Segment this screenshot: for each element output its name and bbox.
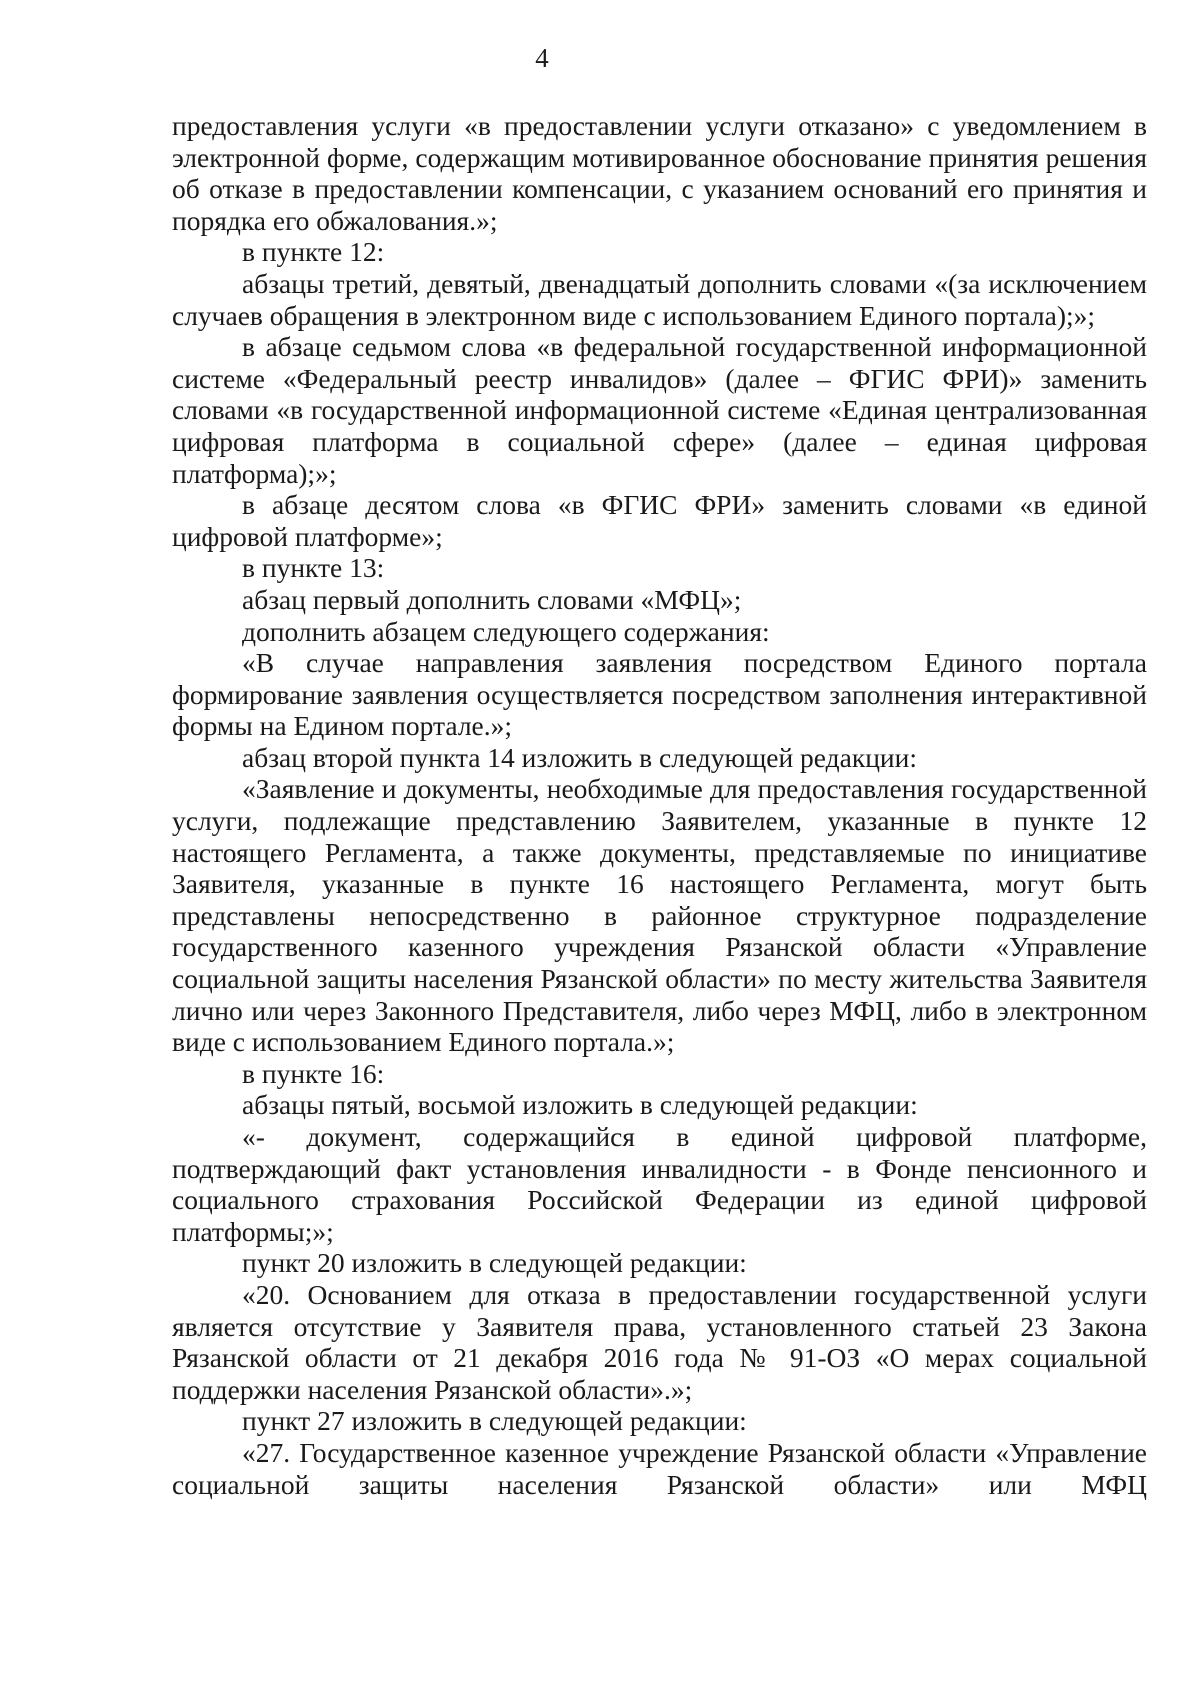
paragraph-quote-27: «27. Государственное казенное учреждение Рязанской области «Управление социальной защиты населения Рязанской области» или МФЦ	[172, 1436, 1147, 1500]
paragraph-item-16: в пункте 16:	[242, 1057, 385, 1089]
paragraph-quote-portal: «В случае направления заявления посредством Единого портала формирование заявления осуществляется посредством заполнения интерактивной формы на Едином портале.»;	[172, 647, 1147, 742]
paragraph-amend-first: абзац первый дополнить словами «МФЦ»;	[242, 583, 742, 615]
paragraph-amend-abzacy: абзацы третий, девятый, двенадцатый дополнить словами «(за исключением случаев обращения в электронном виде с использованием Единого портала);»;	[172, 267, 1147, 331]
paragraph-quote-20: «20. Основанием для отказа в предоставлении государственной услуги является отсутствие у Заявителя права, установленного статьей 23 Закона Рязанской области от 21 декабря 2016 года № 91-ОЗ «О мерах социальной поддержки населения Рязанской области».»;	[172, 1278, 1147, 1405]
paragraph-item-14: абзац второй пункта 14 изложить в следующей редакции:	[242, 741, 917, 773]
page-number: 4	[535, 43, 549, 73]
paragraph-item-13: в пункте 13:	[242, 552, 385, 584]
document-body	[172, 110, 1147, 1500]
paragraph-add-abzac: дополнить абзацем следующего содержания:	[242, 615, 770, 647]
paragraph-amend-tenth: в абзаце десятом слова «в ФГИС ФРИ» заменить словами «в единой цифровой платформе»;	[172, 489, 1147, 552]
paragraph-continuation: предоставления услуги «в предоставлении услуги отказано» с уведомлением в электронной форме, содержащим мотивированное обоснование принятия решения об отказе в предоставлении компенсации, с указанием оснований его принятия и порядка его обжалования.»;	[172, 110, 1147, 236]
paragraph-quote-document: «- документ, содержащийся в единой цифровой платформе, подтверждающий факт установления инвалидности - в Фонде пенсионного и социального страхования Российской Федерации из единой цифровой платформы;»;	[172, 1121, 1147, 1247]
paragraph-quote-application: «Заявление и документы, необходимые для предоставления государственной услуги, подлежащие представлению Заявителем, указанные в пункте 12 настоящего Регламента, а также документы, представляемые по инициативе Заявителя, указанные в пункте 16 настоящего Регламента, могут быть представлены непосредственно в районное структурное подразделение государственного казенного учреждения Рязанской области «Управление социальной защиты населения Рязанской области» по месту жительства Заявителя лично или через Законного Представителя, либо через МФЦ, либо в электронном виде с использованием Единого портала.»;	[172, 773, 1147, 1058]
paragraph-item-12: в пункте 12:	[242, 236, 385, 268]
paragraph-amend-fifth-eighth: абзацы пятый, восьмой изложить в следующей редакции:	[242, 1089, 918, 1121]
paragraph-item-27: пункт 27 изложить в следующей редакции:	[242, 1405, 747, 1437]
paragraph-amend-seventh: в абзаце седьмом слова «в федеральной государственной информационной системе «Федеральный реестр инвалидов» (далее – ФГИС ФРИ)» заменить словами «в государственной информационной системе «Единая централизованная цифровая платформа в социальной сфере» (далее – единая цифровая платформа);»;	[172, 331, 1147, 489]
paragraph-item-20: пункт 20 изложить в следующей редакции:	[242, 1247, 747, 1279]
